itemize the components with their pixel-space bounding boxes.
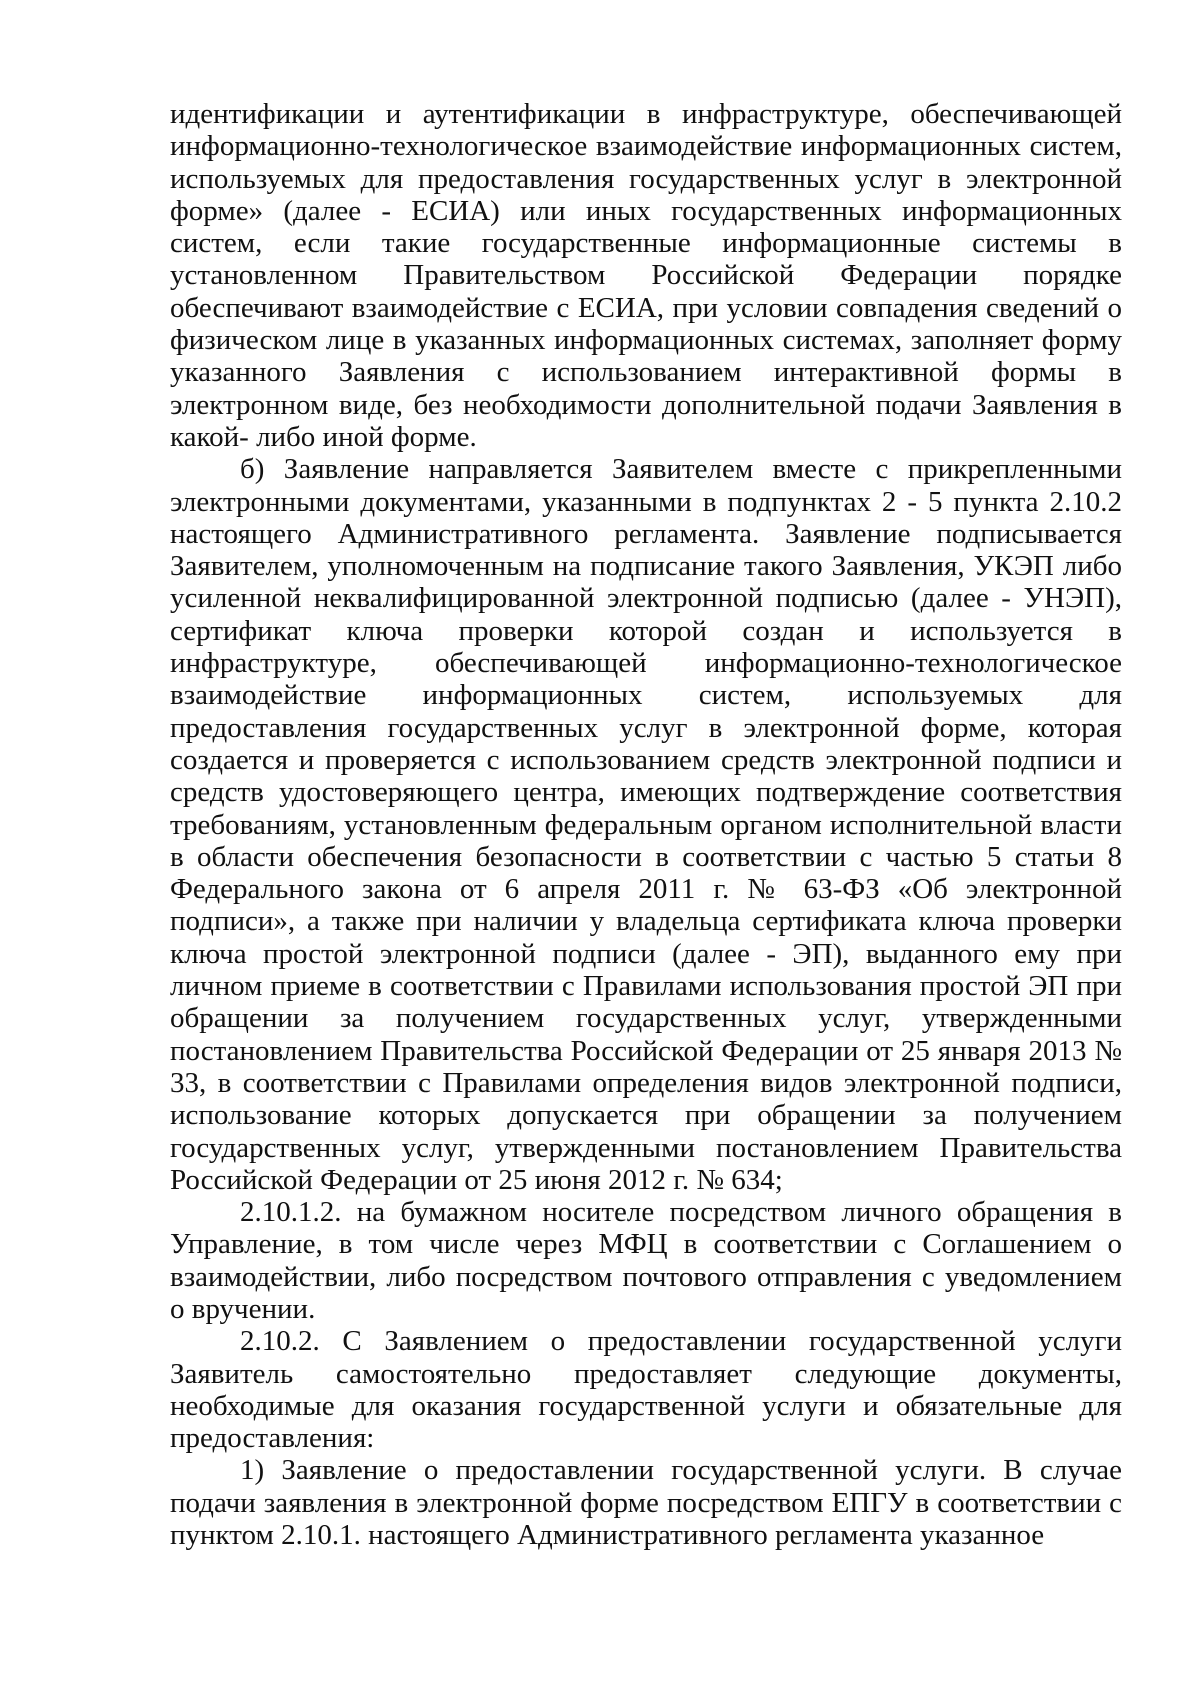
- list-item-1-application: 1) Заявление о предоставлении государственной услуги. В случае подачи заявления в электронной форме посредством ЕПГУ в соответствии с пунктом 2.10.1. настоящего Административного регламента указанное: [170, 1454, 1122, 1552]
- paragraph-2-10-2-required-documents: 2.10.2. С Заявлением о предоставлении государственной услуги Заявитель самостоятельно предоставляет следующие документы, необходимые для оказания государственной услуги и обязательные для предоставления:: [170, 1325, 1122, 1455]
- paragraph-esia-identification: идентификации и аутентификации в инфраструктуре, обеспечивающей информационно-технологическое взаимодействие информационных систем, используемых для предоставления государственных услуг в электронной форме» (далее - ЕСИА) или иных государственных информационных систем, если такие государственные информационные системы в установленном Правительством Российской Федерации порядке обеспечивают взаимодействие с ЕСИА, при условии совпадения сведений о физическом лице в указанных информационных системах, заполняет форму указанного Заявления с использованием интерактивной формы в электронном виде, без необходимости дополнительной подачи Заявления в какой- либо иной форме.: [170, 98, 1122, 453]
- document-body: [170, 98, 1122, 1551]
- paragraph-b-application-signing: б) Заявление направляется Заявителем вместе с прикрепленными электронными документами, указанными в подпунктах 2 - 5 пункта 2.10.2 настоящего Административного регламента. Заявление подписывается Заявителем, уполномоченным на подписание такого Заявления, УКЭП либо усиленной неквалифицированной электронной подписью (далее - УНЭП), сертификат ключа проверки которой создан и используется в инфраструктуре, обеспечивающей информационно-технологическое взаимодействие информационных систем, используемых для предоставления государственных услуг в электронной форме, которая создается и проверяется с использованием средств электронной подписи и средств удостоверяющего центра, имеющих подтверждение соответствия требованиям, установленным федеральным органом исполнительной власти в области обеспечения безопасности в соответствии с частью 5 статьи 8 Федерального закона от 6 апреля 2011 г. № 63-ФЗ «Об электронной подписи», а также при наличии у владельца сертификата ключа проверки ключа простой электронной подписи (далее - ЭП), выданного ему при личном приеме в соответствии с Правилами использования простой ЭП при обращении за получением государственных услуг, утвержденными постановлением Правительства Российской Федерации от 25 января 2013 № 33, в соответствии с Правилами определения видов электронной подписи, использование которых допускается при обращении за получением государственных услуг, утвержденными постановлением Правительства Российской Федерации от 25 июня 2012 г. № 634;: [170, 453, 1122, 1196]
- paragraph-2-10-1-2-paper-submission: 2.10.1.2. на бумажном носителе посредством личного обращения в Управление, в том числе через МФЦ в соответствии с Соглашением о взаимодействии, либо посредством почтового отправления с уведомлением о вручении.: [170, 1196, 1122, 1325]
